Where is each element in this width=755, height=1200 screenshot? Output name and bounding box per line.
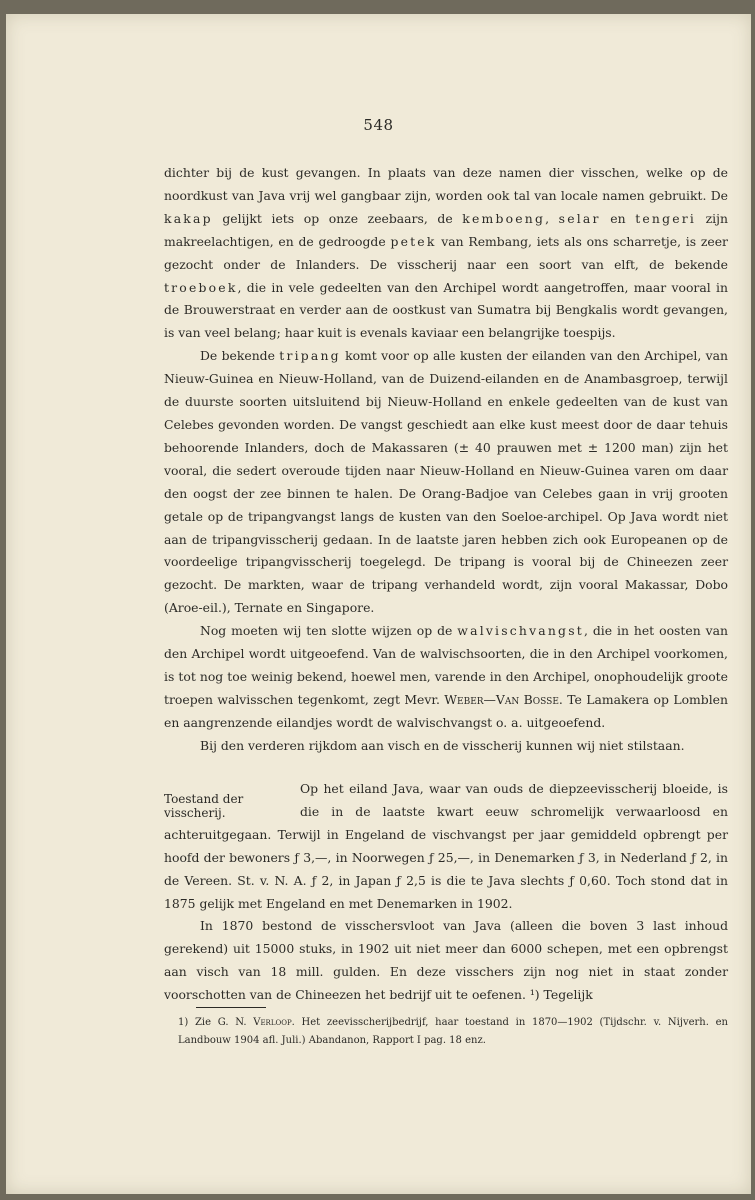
term-kemboeng: kemboeng	[462, 210, 546, 226]
term-tengeri: tengeri	[635, 210, 697, 226]
term-tripang: tripang	[279, 348, 341, 364]
footnote-text: . Het zeevisscherijbedrijf, haar toestand in 1870—1902 (Tijdschr. v. Nijverh. en Landbouw 1904 afl. Juli.) Abandanon, Rapport I pag. 18 enz.	[178, 1017, 728, 1046]
text-run: , die in vele gedeelten van den Archipel wordt aangetroffen, maar vooral in de Brouwerstraat en verder aan de oostkust van Sumatra bij Bengkalis wordt gevangen, is van veel belang; haar kuit is evenals kaviaar een belangrijke toespijs.	[164, 279, 728, 341]
section-toestand	[164, 778, 728, 1007]
text-run: . Te Lamakera op Lomblen en aangrenzende eilandjes wordt de walvischvangst o. a. uitgeoefend.	[164, 691, 728, 730]
paragraph-3	[164, 620, 728, 735]
paragraph-4: Bij den verderen rijkdom aan visch en de visscherij kunnen wij niet stilstaan.	[200, 737, 685, 753]
term-petek: petek	[390, 233, 437, 249]
footnote-author: Verloop	[253, 1017, 292, 1028]
author-weber-van-bosse: Weber—Van Bosse	[444, 691, 559, 707]
term-kakap: kakap	[164, 210, 213, 226]
footnote-divider	[196, 1007, 266, 1008]
paragraph-6: In 1870 bestond de visschersvloot van Java (alleen die boven 3 last inhoud gerekend) uit 15000 stuks, in 1902 uit niet meer dan 6000 schepen, met een opbrengst aan visch van 18 mill. gulden. En deze visschers zijn nog niet in staat zonder voorschotten van de Chineezen het bedrijf uit te oefenen. ¹) Tegelijk	[164, 918, 728, 1003]
paragraph-1	[164, 162, 728, 345]
book-page	[6, 14, 751, 1194]
term-walvischvangst: walvischvangst	[457, 623, 584, 639]
paragraph-5: Op het eiland Java, waar van ouds de diepzeevisscherij bloeide, is die in de laatste kwart eeuw schromelijk verwaarloosd en achteruitgegaan. Terwijl in Engeland de vischvangst per jaar gemiddeld opbrengt per hoofd der bewoners ƒ 3,—, in Noorwegen ƒ 25,—, in Denemarken ƒ 3, in Nederland ƒ 2, in de Vereen. St. v. N. A. ƒ 2, in Japan ƒ 2,5 is die te Java slechts ƒ 0,60. Toch stond dat in 1875 gelijk met Engeland en met Denemarken in 1902.	[164, 781, 728, 911]
text-run: , die in het oosten van den Archipel wordt uitgeoefend. Van de walvischsoorten, die in den Archipel voorkomen, is tot nog toe weinig bekend, hoewel men, varende in den Archipel, onophoudelijk groote troepen walvisschen tegenkomt, zegt Mevr.	[164, 623, 728, 707]
footnote-text: 1) Zie G. N.	[178, 1017, 254, 1028]
text-run: gelijkt iets op onze zeebaars, de	[212, 210, 463, 226]
text-run: Nog moeten wij ten slotte wijzen op de	[200, 623, 458, 639]
paragraph-2	[164, 345, 728, 620]
text-run: De bekende	[200, 348, 280, 364]
text-run: zijn makreelachtigen, en de gedroogde	[164, 210, 728, 249]
term-troeboek: troeboek	[164, 279, 238, 295]
text-run: en	[600, 210, 636, 226]
margin-note: Toestand der visscherij.	[164, 792, 244, 820]
main-text	[164, 162, 728, 758]
term-selar: selar	[558, 210, 601, 226]
text-run: komt voor op alle kusten der eilanden van den Archipel, van Nieuw-Guinea en Nieuw-Holland, van de Duizend-eilanden en de Anambasgroep, terwijl de duurste soorten uitsluitend bij Nieuw-Holland en enkele gedeelten van de kust van Celebes gevonden worden. De vangst geschiedt aan elke kust meest door de daar tehuis behoorende Inlanders, doch de Makassaren (± 40 prauwen met ± 1200 man) zijn het vooral, die sedert overoude tijden naar Nieuw-Holland en Nieuw-Guinea varen om daar den oogst der zee binnen te halen. De Orang-Badjoe van Celebes gaan in vrij grooten getale op de tripangvangst langs de kusten van den Soeloe-archipel. Op Java wordt niet aan de tripangvisscherij gedaan. In de laatste jaren hebben zich ook Europeanen op de voordeelige tripangvisscherij toegelegd. De tripang is vooral bij de Chineezen zeer gezocht. De markten, waar de tripang verhandeld wordt, zijn vooral Makassar, Dobo (Aroe-eil.), Ternate en Singapore.	[164, 348, 728, 616]
text-run: van Rembang, iets als ons scharretje, is zeer gezocht onder de Inlanders. De visscherij naar een soort van elft, de bekende	[164, 233, 728, 272]
text-run: ,	[545, 210, 559, 226]
text-run: dichter bij de kust gevangen. In plaats van deze namen dier visschen, welke op de noordkust van Java vrij wel gangbaar zijn, worden ook tal van locale namen gebruikt. De	[164, 165, 728, 203]
page-number: 548	[363, 116, 394, 134]
footnote	[178, 1014, 728, 1050]
